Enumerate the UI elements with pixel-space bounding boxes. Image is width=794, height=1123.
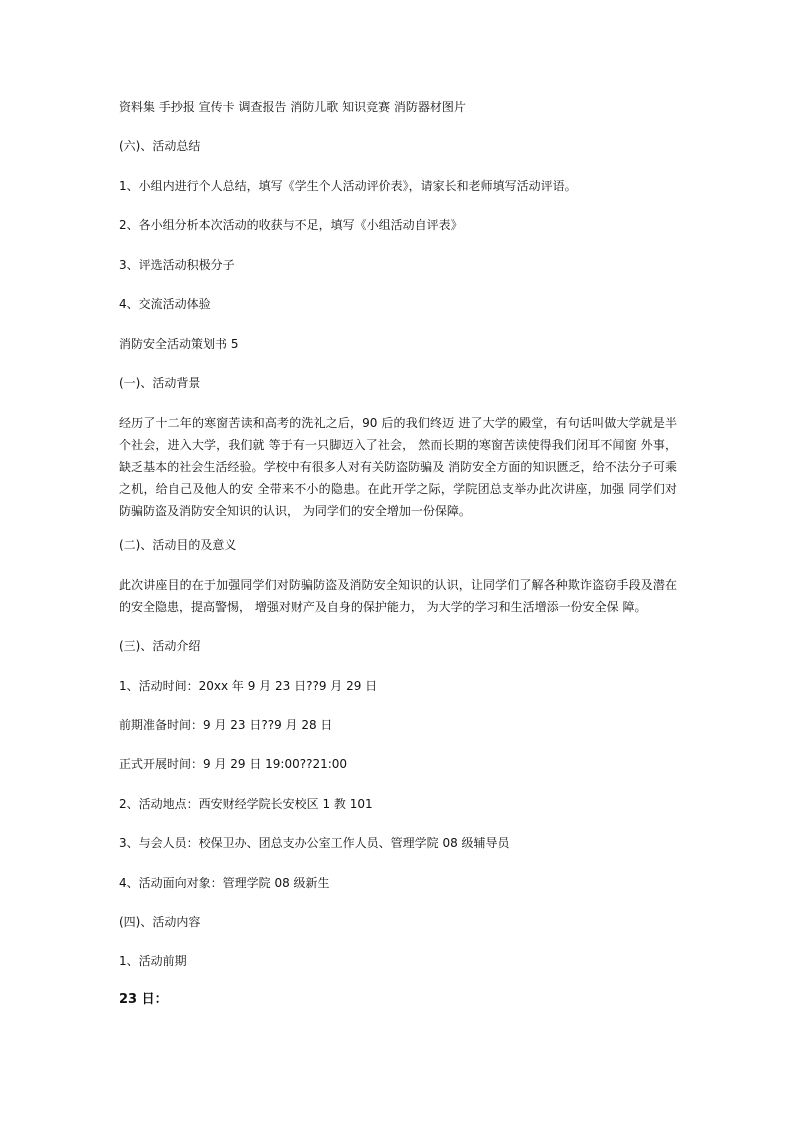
summary-item-3: 3、评选活动积极分子 (119, 258, 235, 272)
section-two-heading: (二)、活动目的及意义 (119, 538, 237, 552)
day-23-label: 23 日： (119, 992, 168, 1007)
pre-activity-line: 1、活动前期 (119, 954, 187, 968)
section-three-heading: (三)、活动介绍 (119, 639, 201, 653)
section-six-heading: (六)、活动总结 (119, 139, 201, 153)
formal-time-line: 正式开展时间：9 月 29 日 19:00??21:00 (119, 757, 348, 771)
preparation-time-line: 前期准备时间：9 月 23 日??9 月 28 日 (119, 718, 333, 732)
materials-list-line: 资料集 手抄报 宣传卡 调查报告 消防儿歌 知识竞赛 消防器材图片 (119, 100, 466, 114)
activity-location-line: 2、活动地点：西安财经学院长安校区 1 教 101 (119, 797, 373, 811)
summary-item-1: 1、小组内进行个人总结，填写《学生个人活动评价表》，请家长和老师填写活动评语。 (119, 179, 577, 193)
background-paragraph: 经历了十二年的寒窗苦读和高考的洗礼之后，90 后的我们终迈 进了大学的殿堂，有句话叫做大学就是半个社会，进入大学，我们就 等于有一只脚迈入了社会， 然而长期的寒窗苦读使得我们闭耳不闻窗 外事，缺乏基本的社会生活经验。学校中有很多人对有关防盗防骗及 消防安全方面的知识匮乏，给不法分子可乘之机，给自己及他人的安 全带来不小的隐患。在此开学之际，学院团总支举办此次讲座，加强 同学们对防骗防盗及消防安全知识的认识， 为同学们的安全增加一份保障。 (119, 416, 677, 518)
summary-item-2: 2、各小组分析本次活动的收获与不足，填写《小组活动自评表》 (119, 218, 463, 232)
plan-title: 消防安全活动策划书 5 (119, 337, 239, 351)
audience-line: 4、活动面向对象：管理学院 08 级新生 (119, 876, 330, 890)
section-four-heading: (四)、活动内容 (119, 915, 201, 929)
activity-time-line: 1、活动时间：20xx 年 9 月 23 日??9 月 29 日 (119, 679, 378, 693)
purpose-paragraph: 此次讲座目的在于加强同学们对防骗防盗及消防安全知识的认识，让同学们了解各种欺诈盗窃手段及潜在的安全隐患，提高警惕， 增强对财产及自身的保护能力， 为大学的学习和生活增添一份安全保 障。 (119, 578, 677, 614)
summary-item-4: 4、交流活动体验 (119, 297, 211, 311)
section-one-heading: (一)、活动背景 (119, 376, 201, 390)
attendees-line: 3、与会人员：校保卫办、团总支办公室工作人员、管理学院 08 级辅导员 (119, 836, 510, 850)
